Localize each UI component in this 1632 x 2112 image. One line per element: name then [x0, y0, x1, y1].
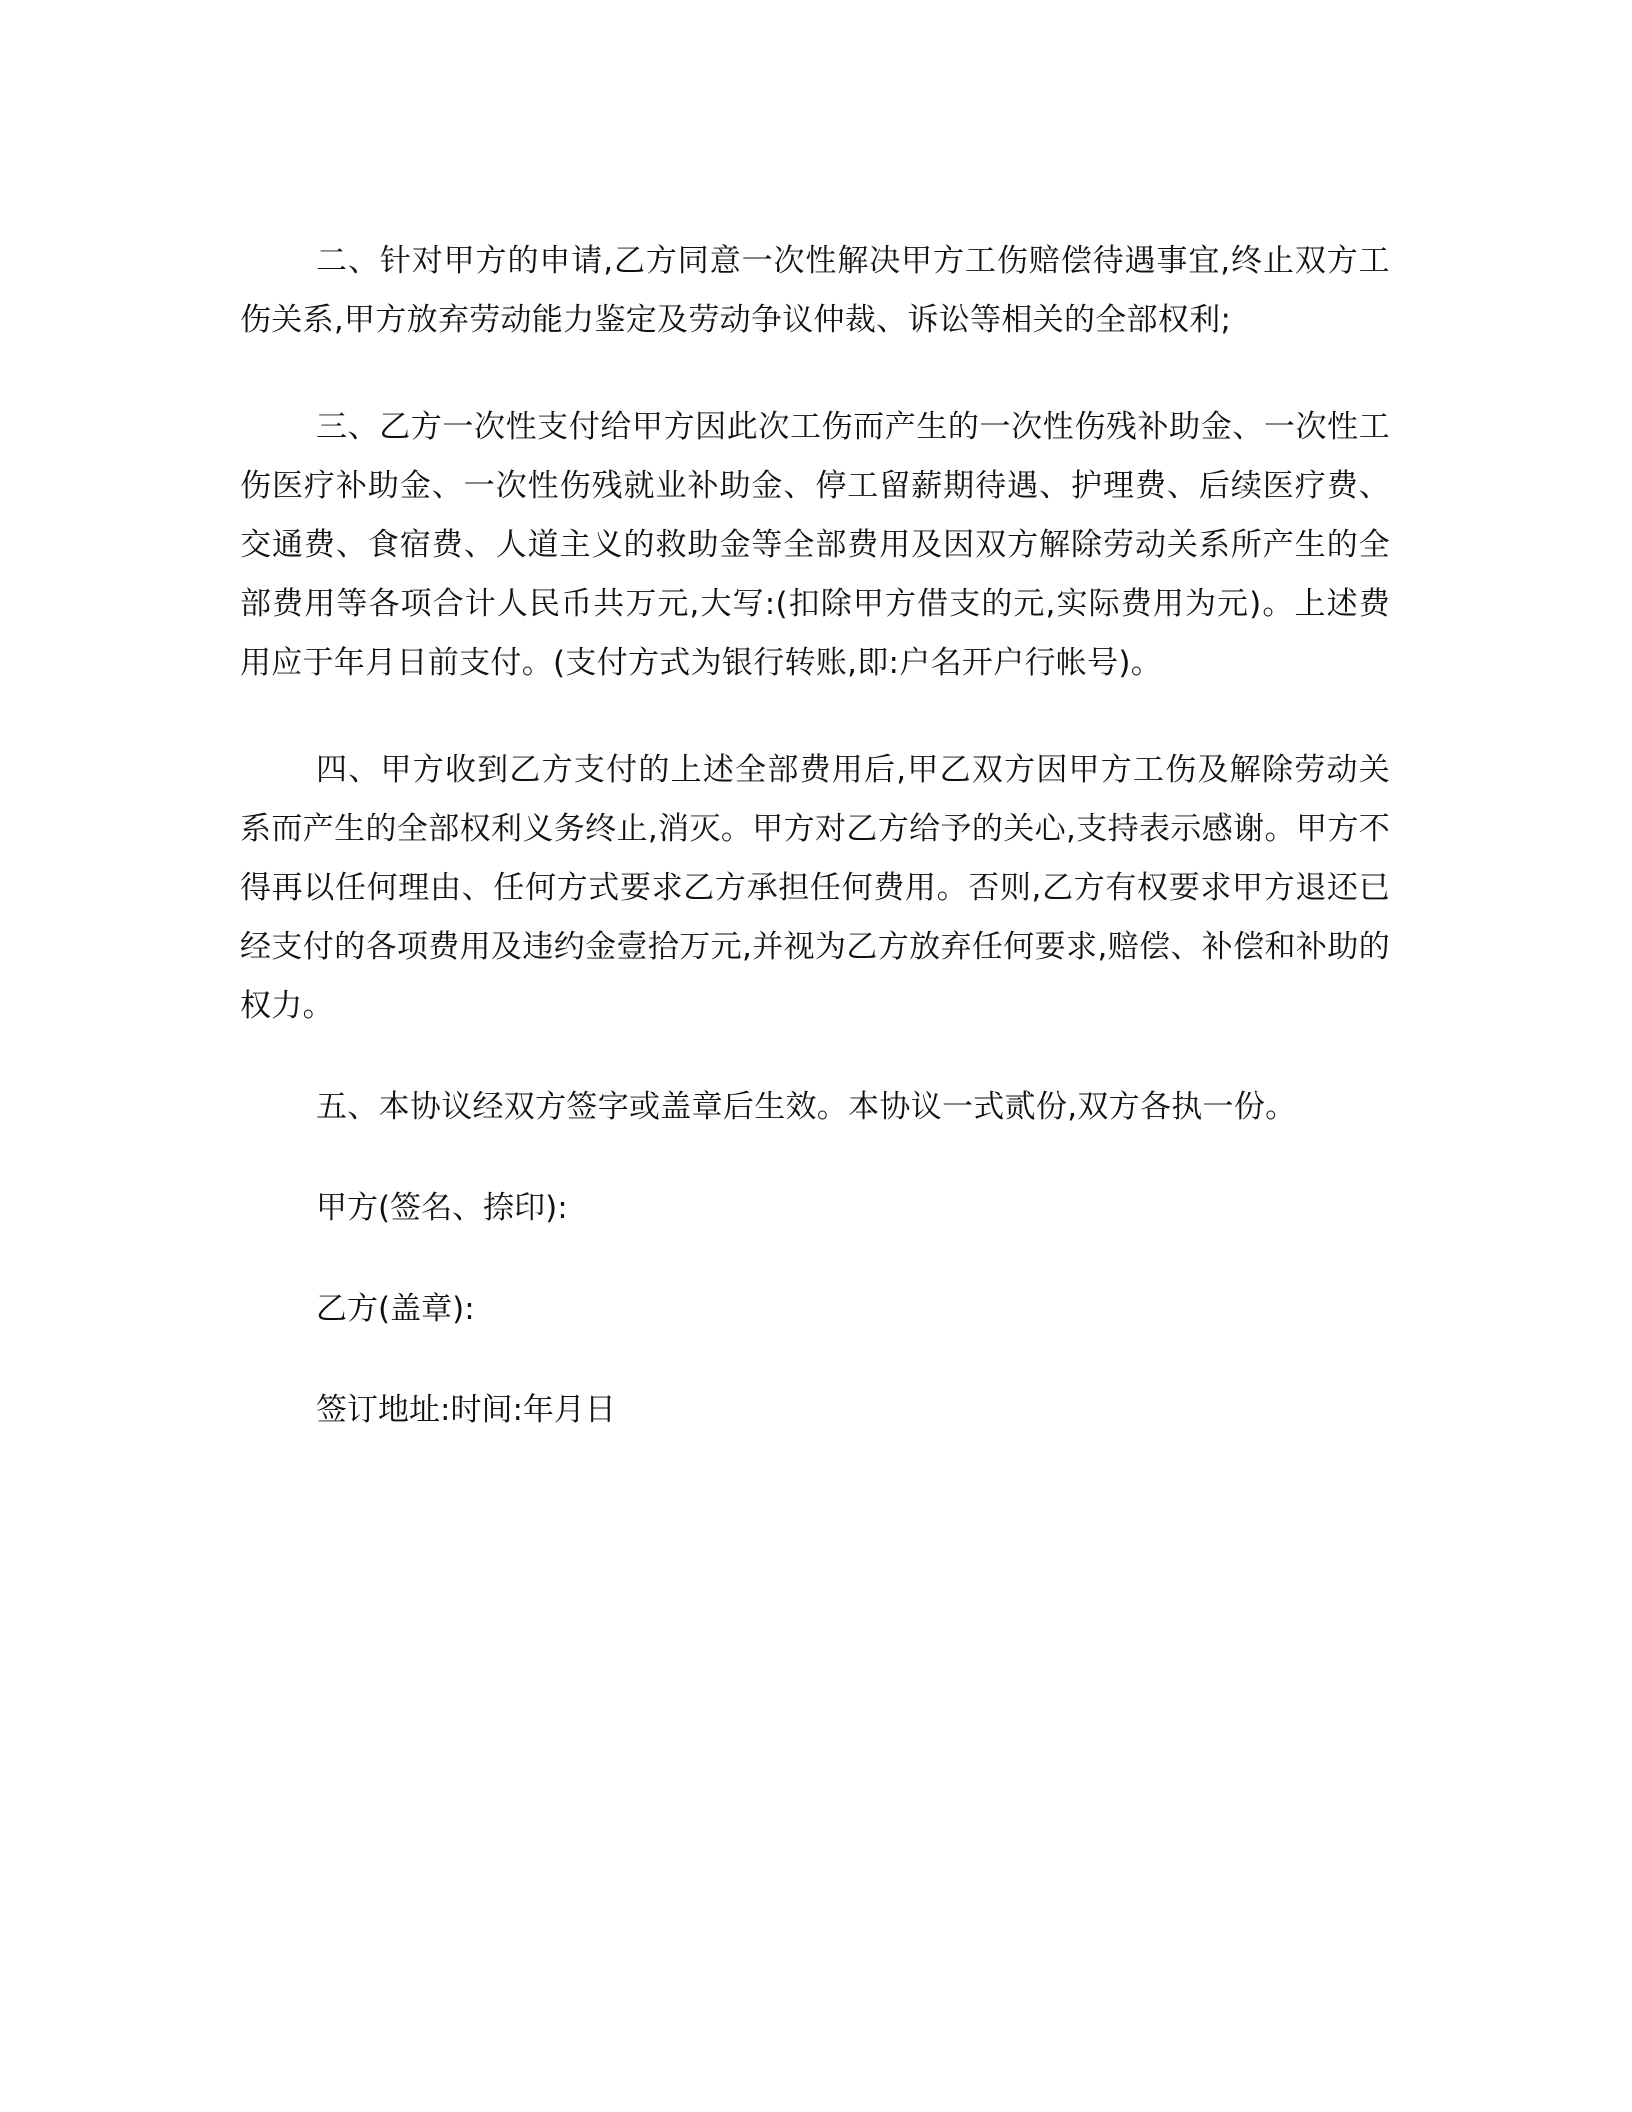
- document-body: [240, 232, 1390, 1440]
- clause-5-paragraph: 五、本协议经双方签字或盖章后生效。本协议一式贰份,双方各执一份。: [316, 1089, 1297, 1125]
- party-b-seal-line: 乙方(盖章):: [316, 1291, 475, 1327]
- clause-3-paragraph: 三、乙方一次性支付给甲方因此次工伤而产生的一次性伤残补助金、一次性工伤医疗补助金、一次性伤残就业补助金、停工留薪期待遇、护理费、后续医疗费、交通费、食宿费、人道主义的救助金等全部费用及因双方解除劳动关系所产生的全部费用等各项合计人民币共万元,大写:(扣除甲方借支的元,实际费用为元)。上述费用应于年月日前支付。(支付方式为银行转账,即:户名开户行帐号)。: [240, 409, 1390, 681]
- clause-4-paragraph: 四、甲方收到乙方支付的上述全部费用后,甲乙双方因甲方工伤及解除劳动关系而产生的全部权利义务终止,消灭。甲方对乙方给予的关心,支持表示感谢。甲方不得再以任何理由、任何方式要求乙方承担任何费用。否则,乙方有权要求甲方退还已经支付的各项费用及违约金壹拾万元,并视为乙方放弃任何要求,赔偿、补偿和补助的权力。: [240, 752, 1390, 1024]
- party-a-signature-line: 甲方(签名、捺印):: [316, 1190, 568, 1226]
- signing-place-time-line: 签订地址:时间:年月日: [316, 1392, 616, 1428]
- clause-2-paragraph: 二、针对甲方的申请,乙方同意一次性解决甲方工伤赔偿待遇事宜,终止双方工伤关系,甲方放弃劳动能力鉴定及劳动争议仲裁、诉讼等相关的全部权利;: [240, 243, 1390, 338]
